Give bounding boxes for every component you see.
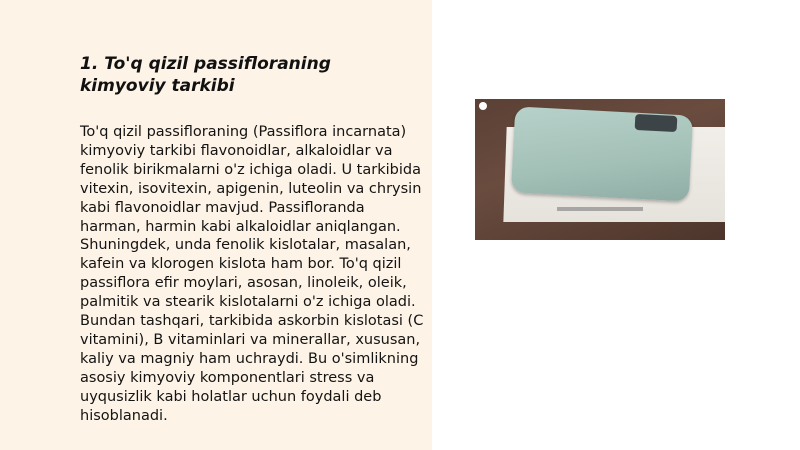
photo-marker-dot	[479, 102, 487, 110]
camera-module	[635, 114, 678, 132]
product-photo	[475, 99, 725, 240]
section-heading: 1. To'q qizil passifloraning kimyoviy tarkibi	[80, 54, 331, 96]
box-label-mark	[557, 207, 643, 211]
body-paragraph: To'q qizil passifloraning (Passiflora incarnata) kimyoviy tarkibi flavonoidlar, alkaloidlar va fenolik birikmalarni o'z ichiga oladi. U tarkibida vitexin, isovitexin, apigenin, luteolin va chrysin kabi flavonoidlar mavjud. Passifloranda harman, harmin kabi alkaloidlar aniqlangan. Shuningdek, unda fenolik kislotalar, masalan, kafein va klorogen kislota ham bor. To'q qizil passiflora efir moylari, asosan, linoleik, oleik, palmitik va stearik kislotalarni o'z ichiga oladi. Bundan tashqari, tarkibida askorbin kislotasi (C vitamini), B vitaminlari va minerallar, xususan, kaliy va magniy ham uchraydi. Bu o'simlikning asosiy kimyoviy komponentlari stress va uyqusizlik kabi holatlar uchun foydali deb hisoblanadi.	[80, 124, 424, 424]
